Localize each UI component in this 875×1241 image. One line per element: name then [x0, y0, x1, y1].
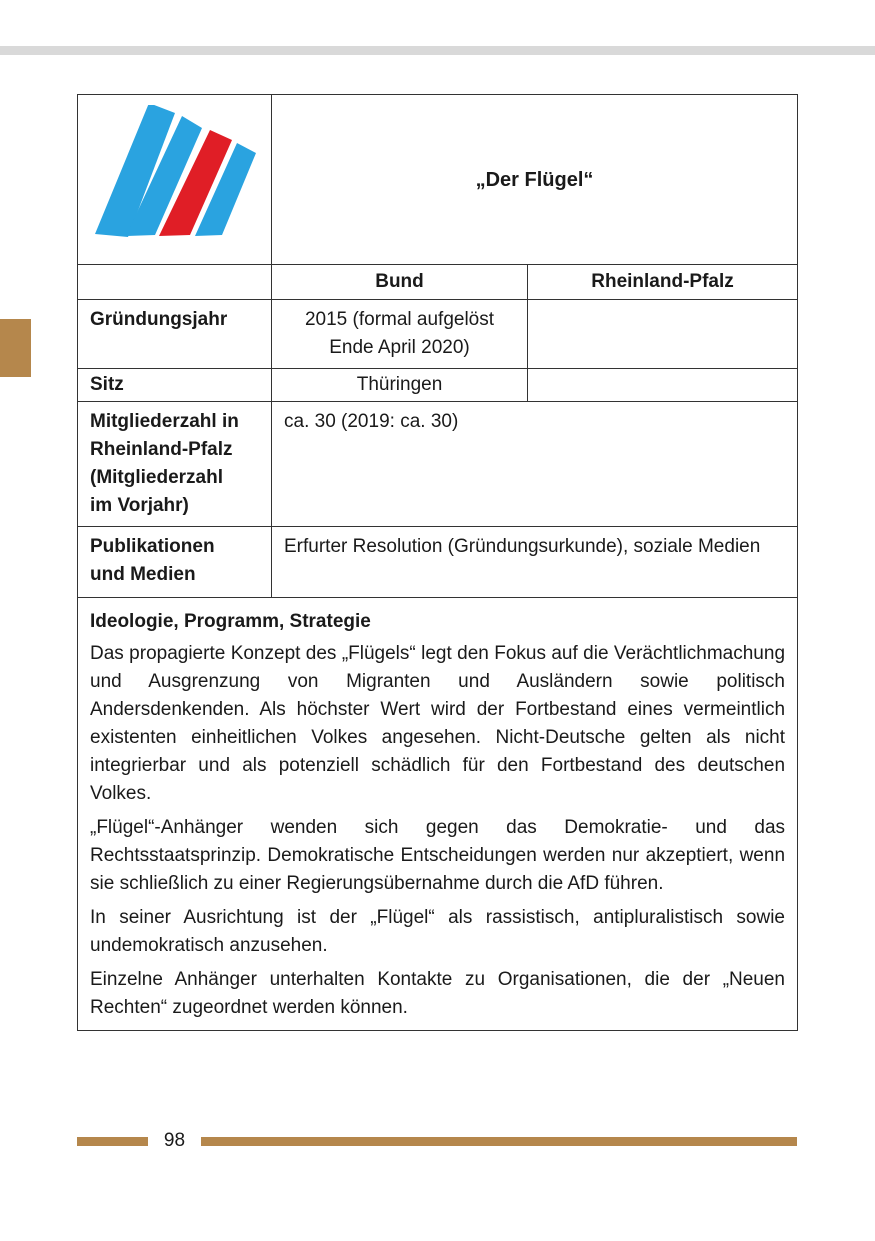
header-bund: Bund: [272, 265, 528, 300]
seat-bund: Thüringen: [272, 369, 528, 402]
footer-rule-right: [201, 1137, 797, 1146]
members-label-line4: im Vorjahr): [90, 495, 189, 516]
founding-year-bund-line1: 2015 (formal aufgelöst: [304, 309, 495, 330]
publications-label-line1: Publikationen: [90, 536, 215, 557]
ideology-paragraph: Einzelne Anhänger unterhalten Kontakte zu Organisationen, die der „Neuen Rechten“ zugeordnet werden können.: [90, 969, 786, 1018]
top-rule: [0, 46, 875, 55]
organization-title: „Der Flügel“: [272, 95, 798, 265]
header-rheinland-pfalz: Rheinland-Pfalz: [528, 265, 798, 300]
seat-rlp: [528, 369, 798, 402]
header-empty-cell: [78, 265, 272, 300]
seat-label: Sitz: [78, 369, 272, 402]
publications-label-line2: und Medien: [90, 564, 196, 585]
members-label-line2: Rheinland-Pfalz: [90, 439, 233, 460]
chapter-tab-marker: [0, 319, 31, 377]
ideology-section: [78, 598, 798, 1031]
members-label-line3: (Mitgliederzahl: [90, 467, 224, 488]
publications-value: Erfurter Resolution (Gründungsurkunde), soziale Medien: [272, 527, 798, 598]
ideology-paragraph: In seiner Ausrichtung ist der „Flügel“ als rassistisch, antipluralistisch sowie undemokratisch anzusehen.: [90, 907, 786, 956]
organization-profile-table: [77, 94, 798, 1031]
founding-year-bund: [272, 300, 528, 369]
page-number: 98: [163, 1130, 186, 1151]
members-label-line1: Mitgliederzahl in: [90, 411, 239, 432]
ideology-paragraph: Das propagierte Konzept des „Flügels“ legt den Fokus auf die Verächtlichmachung und Ausgrenzung von Migranten und Ausländern sowie politisch Andersdenkenden. Als höchster Wert wird der Fortbestand eines vermeintlich existenten einheitlichen Volkes angesehen. Nicht-Deutsche gelten als nicht integrierbar und als potenziell schädlich für den Fortbestand des deutschen Volkes.: [90, 643, 786, 804]
members-label: [78, 402, 272, 527]
ideology-paragraph: „Flügel“-Anhänger wenden sich gegen das Demokratie- und das Rechtsstaatsprinzip. Demokratische Entscheidungen werden nur akzeptiert, wenn sie schließlich zu einer Regierungsübernahme durch die AfD führen.: [90, 817, 786, 894]
publications-label: [78, 527, 272, 598]
footer-rule-left: [77, 1137, 148, 1146]
founding-year-rlp: [528, 300, 798, 369]
logo-cell: [78, 95, 272, 265]
fluegel-logo-icon: [89, 105, 259, 237]
founding-year-label: Gründungsjahr: [78, 300, 272, 369]
members-value: ca. 30 (2019: ca. 30): [272, 402, 798, 527]
ideology-heading: Ideologie, Programm, Strategie: [90, 611, 371, 632]
founding-year-bund-line2: Ende April 2020): [329, 337, 470, 358]
